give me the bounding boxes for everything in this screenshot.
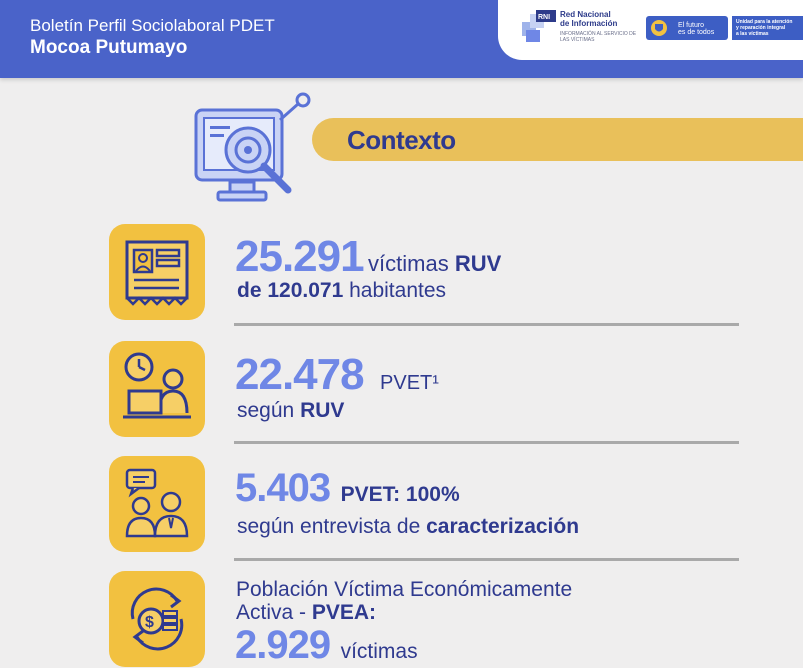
- stat-tile-pvet: [109, 341, 205, 437]
- rni-title-line1: Red Nacional: [560, 10, 611, 19]
- stat4-line3: [235, 623, 418, 668]
- stat3-line1: [235, 466, 460, 511]
- stat1-population-label: habitantes: [343, 279, 447, 302]
- government-slogan: [678, 22, 714, 36]
- municipality-title: Mocoa Putumayo: [30, 37, 188, 58]
- unidad-line3: a las víctimas: [736, 31, 769, 37]
- monitor-magnifier-icon: [190, 90, 315, 210]
- unidad-text: [736, 19, 792, 37]
- divider-2: [234, 441, 739, 444]
- stat4-label-prefix: Activa -: [236, 601, 312, 624]
- stat3-source-prefix: según entrevista de: [237, 515, 427, 538]
- government-logo: [646, 16, 728, 40]
- stat2-source: RUV: [300, 399, 345, 422]
- unidad-line2: y reparación integral: [736, 25, 786, 31]
- rni-badge-text: RNI: [538, 14, 551, 21]
- id-card-icon: [119, 234, 195, 310]
- stat4-unit: víctimas: [340, 640, 418, 663]
- stat-tile-victims: [109, 224, 205, 320]
- stat1-label: víctimas: [368, 251, 455, 276]
- svg-text:$: $: [145, 614, 154, 631]
- stat1-line1: [235, 232, 501, 282]
- stat2-label: PVET¹: [380, 372, 439, 394]
- worker-clock-icon: [119, 351, 195, 427]
- government-slogan-line1: El futuro: [678, 22, 705, 29]
- unidad-line1: Unidad para la atención: [736, 19, 793, 25]
- stat4-line2: [236, 601, 376, 625]
- rni-subtitle: INFORMACIÓN AL SERVICIO DE LAS VÍCTIMAS: [560, 31, 637, 43]
- stat2-number: 22.478: [235, 350, 364, 399]
- stat3-line2: [237, 515, 579, 539]
- divider-3: [234, 558, 739, 561]
- stat4-line1: Población Víctima Económicamente: [236, 578, 573, 601]
- stat3-source: caracterización: [426, 515, 580, 538]
- bulletin-title: Boletín Perfil Sociolaboral PDET: [30, 16, 275, 35]
- stat1-line2: [237, 279, 446, 303]
- rni-title: [560, 10, 640, 28]
- stat2-line2: [237, 399, 344, 423]
- stat3-label: PVET: 100%: [340, 483, 460, 506]
- stat2-source-prefix: según: [237, 399, 301, 422]
- stat4-number: 2.929: [235, 623, 331, 667]
- section-title: Contexto: [347, 125, 456, 155]
- stat1-population: de 120.071: [237, 279, 344, 302]
- stat-tile-interview: [109, 456, 205, 552]
- stat1-label-bold: RUV: [454, 251, 502, 276]
- stat4-label: PVEA:: [311, 601, 377, 624]
- stat3-number: 5.403: [235, 466, 331, 510]
- divider-1: [234, 323, 739, 326]
- rni-logo-icon: [522, 10, 558, 44]
- stat1-number: 25.291: [235, 232, 364, 281]
- stat2-line1: [235, 350, 439, 400]
- rni-title-line2: de Información: [560, 19, 618, 28]
- interview-people-icon: [119, 466, 195, 542]
- logos-panel: [498, 0, 803, 60]
- government-slogan-line2: es de todos: [678, 29, 715, 36]
- money-cycle-icon: [119, 581, 195, 657]
- stat-tile-pvea: [109, 571, 205, 667]
- shield-icon: [650, 19, 668, 37]
- unidad-victimas-logo: [732, 16, 803, 40]
